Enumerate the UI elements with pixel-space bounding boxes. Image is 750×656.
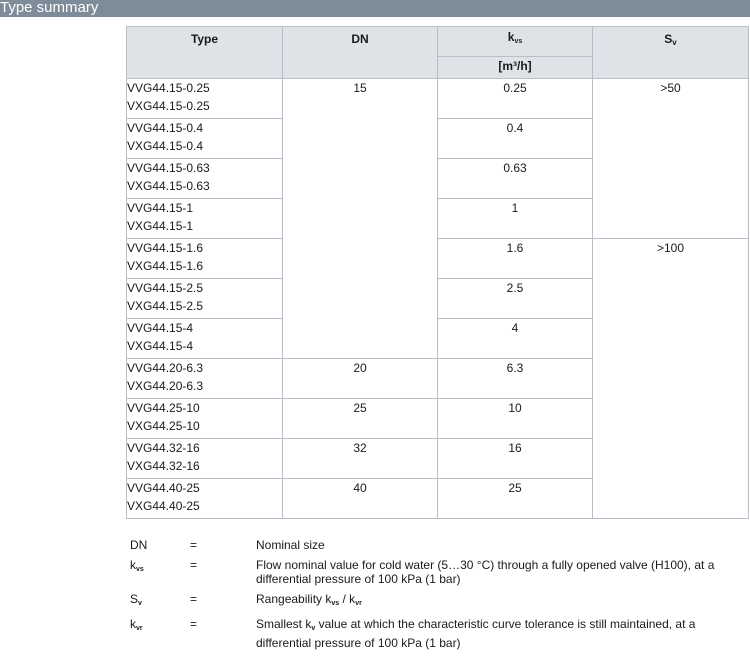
section-title-bar [0,0,750,17]
header-kvs-sub: vs [514,38,523,45]
type-code: VXG44.15-0.4 [127,139,204,153]
legend-definition: Flow nominal value for cold water (5…30 °C) through a fully opened valve (H100), at a differential pressure of 100 kPa (1 bar) [256,558,715,586]
kvs-cell: 16 [438,439,593,479]
table-header-row [127,27,749,57]
table-row [127,79,749,119]
legend-definition [256,592,726,611]
dn-cell: 15 [283,79,438,359]
sv-cell: >100 [593,239,749,519]
table-body [127,79,749,519]
type-cell [127,279,283,319]
legend-def-sub: vr [355,600,362,607]
type-code: VXG44.20-6.3 [127,379,204,393]
legend-equals: = [190,538,198,552]
header-kvs-unit: [m³/h] [438,57,593,79]
type-code: VVG44.15-1 [127,201,194,215]
legend-def-sub: vs [331,600,340,607]
legend-def-text: / k [339,592,356,606]
legend-def-text: Smallest k [256,617,312,631]
header-dn: DN [283,27,438,79]
type-code: VXG44.40-25 [127,499,200,513]
type-code: VVG44.15-0.63 [127,161,210,175]
legend-term-main: k [130,617,136,631]
type-code: VVG44.40-25 [127,481,200,495]
type-code: VXG44.15-0.25 [127,99,210,113]
type-cell [127,199,283,239]
legend-equals: = [190,558,198,572]
type-cell [127,119,283,159]
legend-term-main: S [130,592,139,606]
type-code: VXG44.15-4 [127,339,194,353]
legend-row [130,538,730,552]
sv-cell: >50 [593,79,749,239]
legend-def-text: value at which the characteristic curve tolerance is still maintained, at a differential pressure of 100 kPa (1 bar) [256,617,696,650]
type-code: VXG44.15-0.63 [127,179,210,193]
legend-def-sub: v [311,625,316,632]
type-code: VXG44.15-1.6 [127,259,204,273]
dn-cell: 25 [283,399,438,439]
legend [130,538,730,656]
type-code: VXG44.15-2.5 [127,299,204,313]
type-code: VVG44.15-0.4 [127,121,204,135]
kvs-cell: 1 [438,199,593,239]
header-sv-main: S [664,32,673,46]
legend-term [130,617,170,636]
legend-definition: Nominal size [256,538,325,552]
kvs-cell: 10 [438,399,593,439]
table-row [127,239,749,279]
legend-term-sub: v [138,600,142,607]
legend-term-sub: vr [136,625,143,632]
type-cell [127,79,283,119]
dn-cell: 32 [283,439,438,479]
header-type: Type [127,27,283,79]
type-cell [127,359,283,399]
legend-term [130,558,170,577]
header-kvs [438,27,593,57]
dn-cell: 20 [283,359,438,399]
legend-row [130,592,730,611]
kvs-cell: 0.25 [438,79,593,119]
kvs-cell: 6.3 [438,359,593,399]
type-cell [127,399,283,439]
header-kvs-main: k [507,30,515,44]
type-cell [127,159,283,199]
legend-equals: = [190,617,198,631]
dn-cell: 40 [283,479,438,519]
type-code: VVG44.15-4 [127,321,194,335]
legend-definition [256,617,726,650]
section-title: Type summary [0,0,99,16]
header-sv-sub: v [672,38,677,47]
legend-term-main: k [130,558,136,572]
type-code: VVG44.15-2.5 [127,281,204,295]
legend-term-main: DN [130,538,148,552]
legend-row [130,558,730,586]
type-code: VVG44.15-0.25 [127,81,210,95]
legend-equals: = [190,592,198,606]
kvs-cell: 1.6 [438,239,593,279]
type-code: VVG44.25-10 [127,401,200,415]
type-code: VXG44.25-10 [127,419,200,433]
kvs-cell: 2.5 [438,279,593,319]
legend-term-sub: vs [136,566,144,573]
type-cell [127,439,283,479]
kvs-cell: 25 [438,479,593,519]
type-cell [127,319,283,359]
type-code: VXG44.15-1 [127,219,194,233]
type-code: VVG44.15-1.6 [127,241,204,255]
kvs-cell: 0.4 [438,119,593,159]
type-cell [127,239,283,279]
kvs-cell: 4 [438,319,593,359]
type-code: VVG44.20-6.3 [127,361,204,375]
legend-term [130,592,170,611]
header-sv [593,27,749,79]
legend-term [130,538,170,552]
type-code: VXG44.32-16 [127,459,200,473]
legend-row [130,617,730,650]
legend-def-text: Rangeability k [256,592,332,606]
kvs-cell: 0.63 [438,159,593,199]
type-cell [127,479,283,519]
type-code: VVG44.32-16 [127,441,200,455]
type-summary-table [126,26,749,519]
